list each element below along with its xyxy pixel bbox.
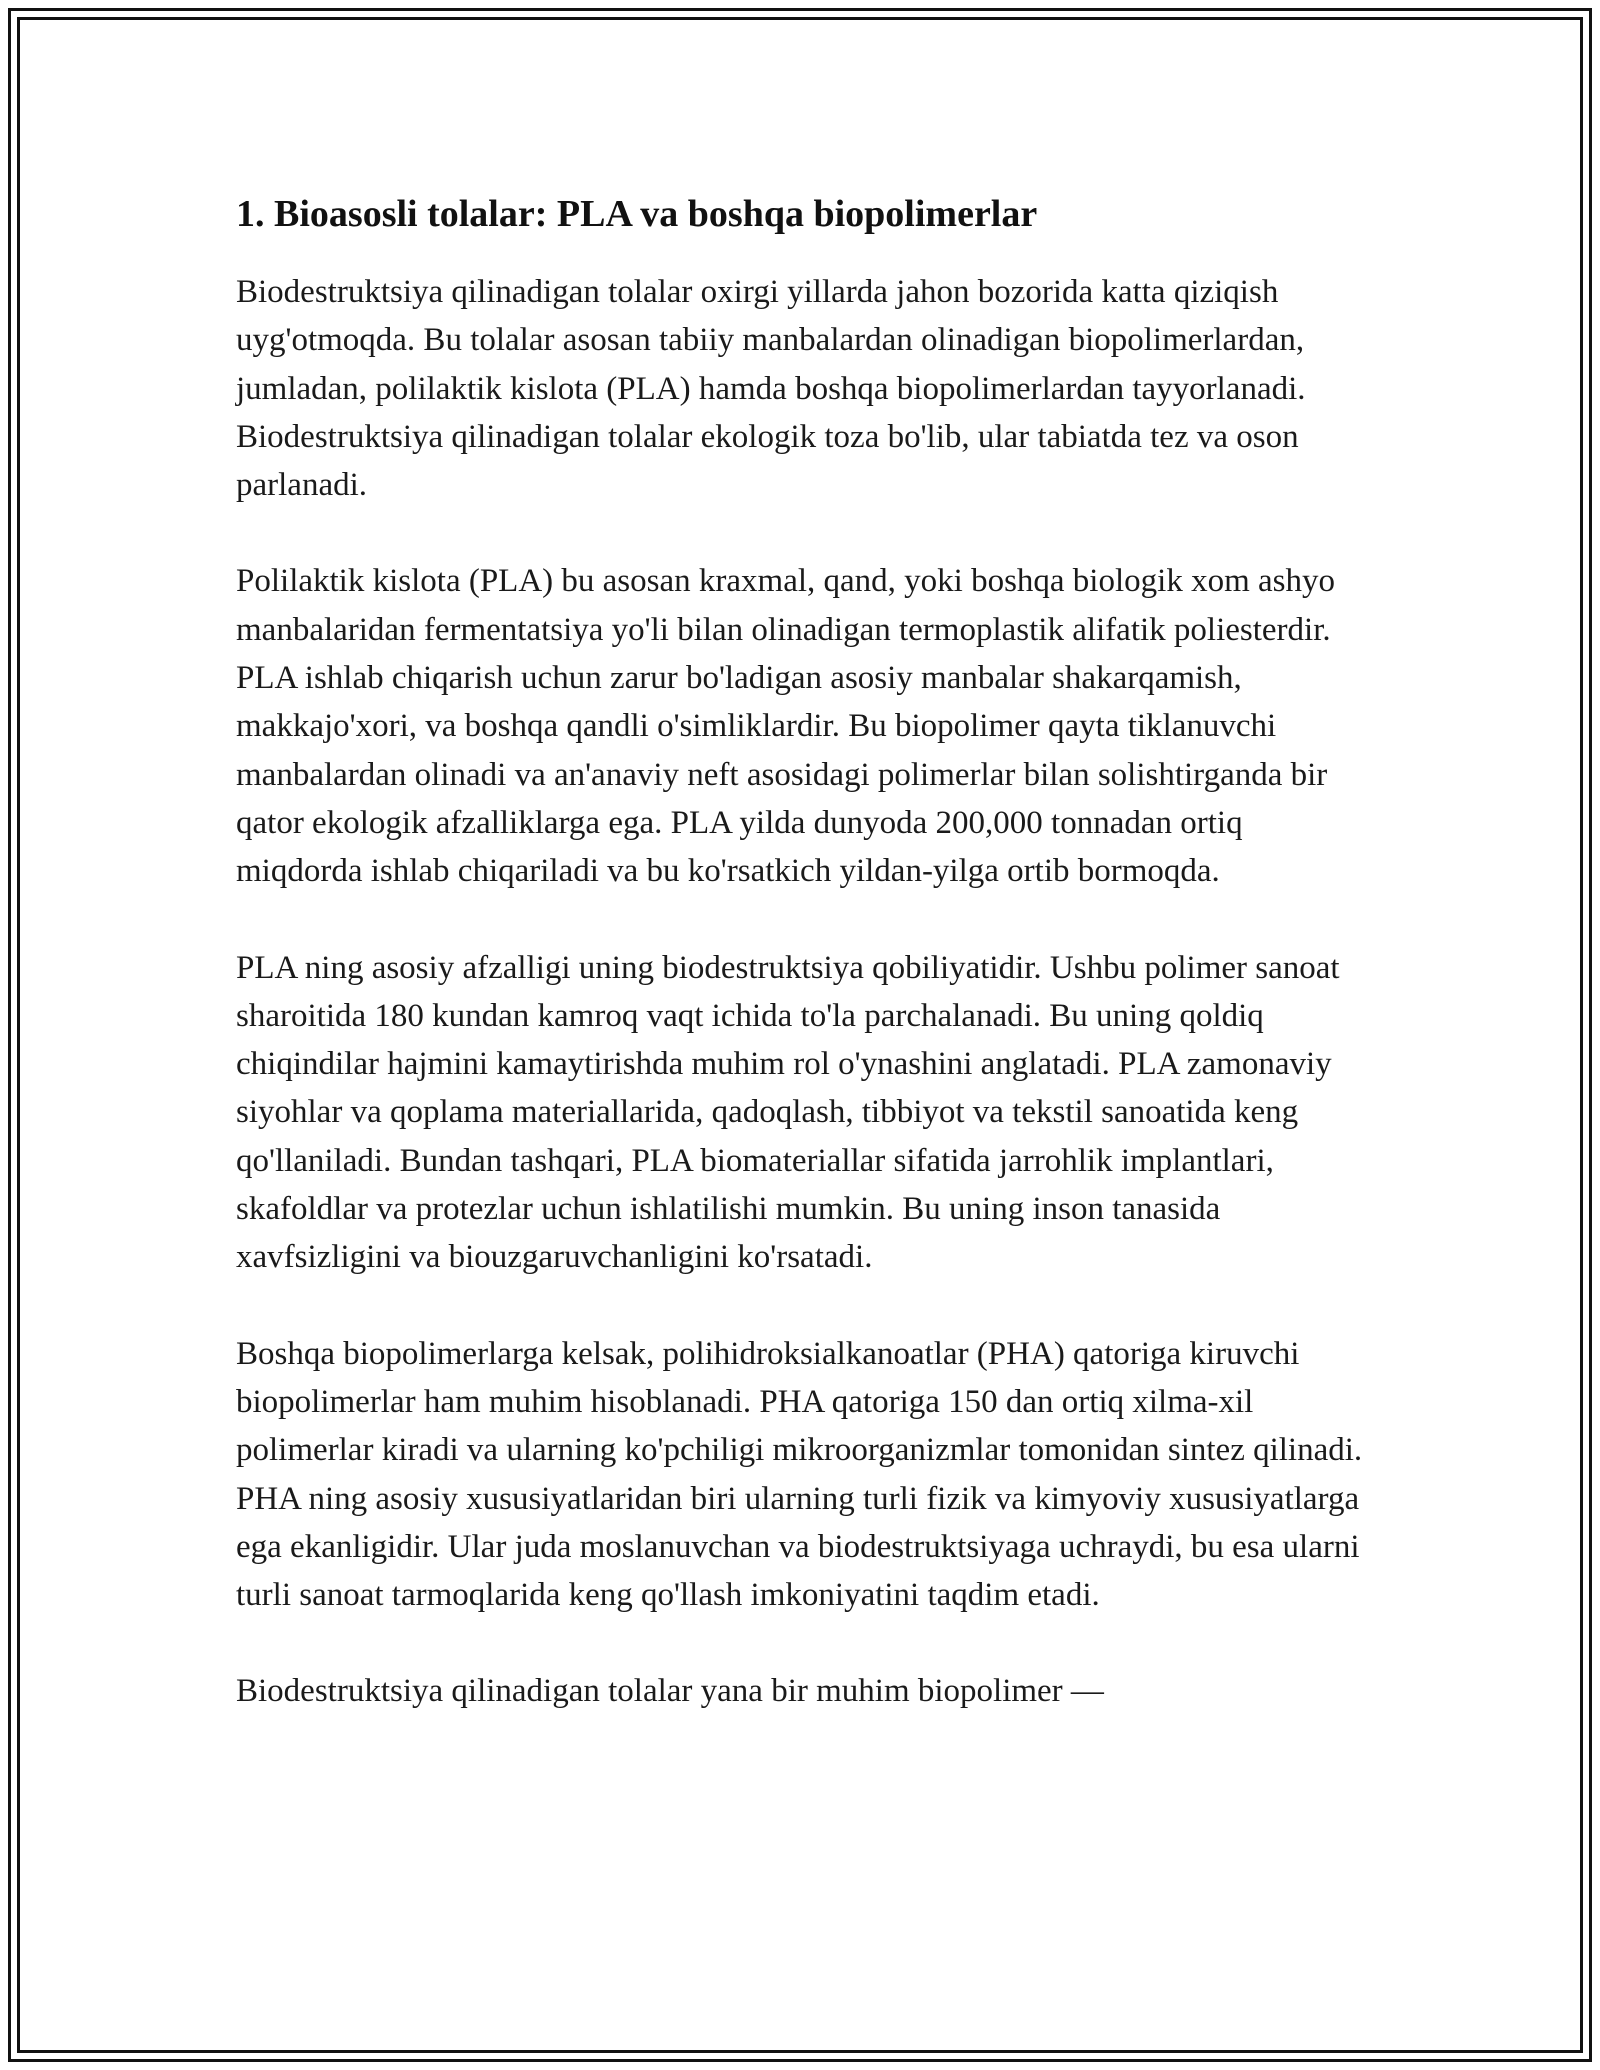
document-body bbox=[236, 188, 1376, 1764]
paragraph-pla-advantages: PLA ning asosiy afzalligi uning biodestruktsiya qobiliyatidir. Ushbu polimer sanoat sharoitida 180 kundan kamroq vaqt ichida to'la parchalanadi. Bu uning qoldiq chiqindilar hajmini kamaytirishda muhim rol o'ynashini anglatadi. PLA zamonaviy siyohlar va qoplama materiallarida, qadoqlash, tibbiyot va tekstil sanoatida keng qo'llaniladi. Bundan tashqari, PLA biomateriallar sifatida jarrohlik implantlari, skafoldlar va protezlar uchun ishlatilishi mumkin. Bu uning inson tanasida xavfsizligini va biouzgaruvchanligini ko'rsatadi. bbox=[236, 949, 1340, 1276]
paragraph-pla-definition: Polilaktik kislota (PLA) bu asosan kraxmal, qand, yoki boshqa biologik xom ashyo manbalaridan fermentatsiya yo'li bilan olinadigan termoplastik alifatik poliesterdir. PLA ishlab chiqarish uchun zarur bo'ladigan asosiy manbalar shakarqamish, makkajo'xori, va boshqa qandli o'simliklardir. Bu biopolimer qayta tiklanuvchi manbalardan olinadi va an'anaviy neft asosidagi polimerlar bilan solishtirganda bir qator ekologik afzalliklarga ega. PLA yilda dunyoda 200,000 tonnadan ortiq miqdorda ishlab chiqariladi va bu ko'rsatkich yildan-yilga ortib bormoqda. bbox=[236, 563, 1335, 890]
paragraph-intro: Biodestruktsiya qilinadigan tolalar oxirgi yillarda jahon bozorida katta qiziqish uyg'otmoqda. Bu tolalar asosan tabiiy manbalardan olinadigan biopolimerlardan, jumladan, polilaktik kislota (PLA) hamda boshqa biopolimerlardan tayyorlanadi. Biodestruktsiya qilinadigan tolalar ekologik toza bo'lib, ular tabiatda tez va oson parlanadi. bbox=[236, 274, 1306, 504]
paragraph-pha: Boshqa biopolimerlarga kelsak, polihidroksialkanoatlar (PHA) qatoriga kiruvchi biopolimerlar ham muhim hisoblanadi. PHA qatoriga 150 dan ortiq xilma-xil polimerlar kiradi va ularning ko'pchiligi mikroorganizmlar tomonidan sintez qilinadi. PHA ning asosiy xususiyatlaridan biri ularning turli fizik va kimyoviy xususiyatlarga ega ekanligidir. Ular juda moslanuvchan va biodestruktsiyaga uchraydi, bu esa ularni turli sanoat tarmoqlarida keng qo'llash imkoniyatini taqdim etadi. bbox=[236, 1335, 1363, 1614]
paragraph-continuation: Biodestruktsiya qilinadigan tolalar yana bir muhim biopolimer — bbox=[236, 1673, 1104, 1710]
section-title: 1. Bioasosli tolalar: PLA va boshqa biopolimerlar bbox=[236, 193, 1038, 235]
